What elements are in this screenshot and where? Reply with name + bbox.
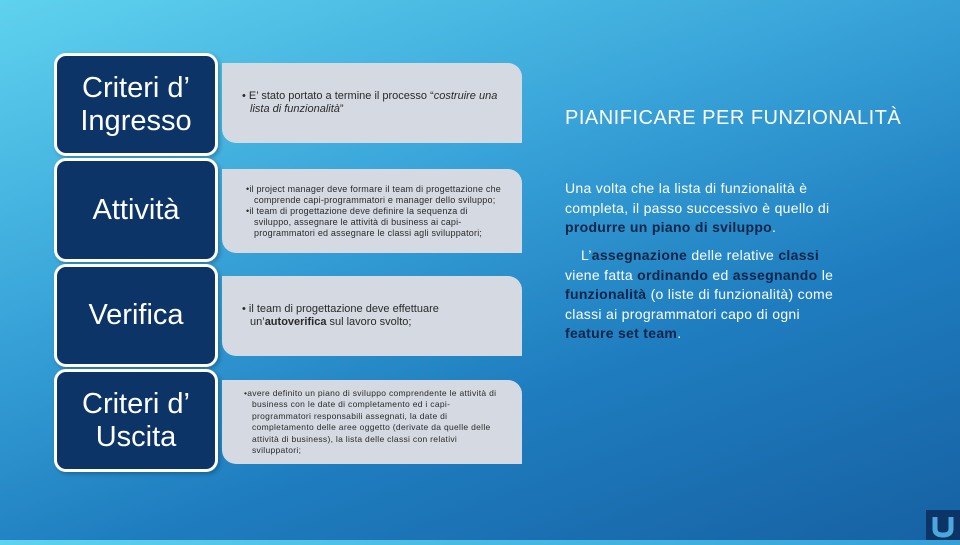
para-bold: classi xyxy=(778,247,820,263)
attivita-item-2: •il team di progettazione deve definire la sequenza di sviluppo, assegnare le attività di business ai capi-programmatori ed assegnare le classi agli sviluppatori; xyxy=(246,205,483,238)
para-text: delle relative xyxy=(687,247,779,263)
desc-text-part: sul lavoro svolto; xyxy=(326,316,412,328)
corner-logo-icon xyxy=(926,510,960,540)
criteri-uscita-desc xyxy=(222,380,522,464)
attivita-label-box xyxy=(54,158,218,262)
para-text: viene fatta xyxy=(565,266,638,283)
desc-text-part: • il team di progettazione deve effettuare un’ xyxy=(242,303,439,328)
slide-title: PIANIFICARE PER FUNZIONALITÀ xyxy=(565,107,902,129)
criteri-ingresso-label-box xyxy=(54,53,218,156)
para-text: ed xyxy=(708,266,733,283)
attivita-label: Attività xyxy=(92,193,180,226)
attivita-item-1: •il project manager deve formare il team di progettazione che comprende capi-programmatori e manager dello sviluppo; xyxy=(246,183,501,205)
verifica-label: Verifica xyxy=(88,299,184,331)
criteri-uscita-label-box xyxy=(54,369,218,472)
para-text: le xyxy=(817,266,834,283)
logo-glyph-icon xyxy=(926,510,960,540)
verifica-text xyxy=(240,303,506,329)
para-text: . xyxy=(677,325,682,341)
desc-text-italic: costruire una lista di funzionalità xyxy=(250,90,498,115)
assignment-paragraph xyxy=(565,246,845,344)
verifica-label-box xyxy=(54,264,218,367)
attivita-desc xyxy=(222,169,522,253)
criteri-ingresso-text xyxy=(240,90,506,116)
para-bold: assegnando xyxy=(732,266,818,283)
para-text: . xyxy=(772,219,777,235)
para-bold: assegnazione xyxy=(591,247,688,263)
para-bold: funzionalità xyxy=(565,286,647,302)
criteri-uscita-label: Criteri d’ Uscita xyxy=(82,387,190,453)
para-text: Una volta che la lista di funzionalità è completa, il passo successivo è quello di xyxy=(565,180,830,216)
verifica-desc xyxy=(222,276,522,356)
para-bold: produrre un piano di sviluppo xyxy=(565,219,773,235)
desc-text-bold: autoverifica xyxy=(264,316,327,328)
para-text: (o liste di funzionalità) come classi ai programmatori capo di ogni xyxy=(565,286,834,322)
desc-text-part: ” xyxy=(339,103,344,115)
intro-paragraph xyxy=(565,179,845,238)
para-bold: ordinando xyxy=(637,266,709,283)
para-bold: feature set team xyxy=(565,325,678,341)
criteri-ingresso-label: Criteri d’ Ingresso xyxy=(80,71,192,137)
criteri-ingresso-desc xyxy=(222,63,522,143)
desc-text-part: • E’ stato portato a termine il processo “ xyxy=(242,90,434,102)
para-text: L’ xyxy=(581,247,592,263)
criteri-uscita-text: •avere definito un piano di sviluppo comprendente le attività di business con le date di completamento ed i capi-programmatori responsabili assegnati, la date di completamento delle aree oggetto (derivate da quelle delle attività di business), la lista delle classi con relativi sviluppatori; xyxy=(244,387,497,455)
